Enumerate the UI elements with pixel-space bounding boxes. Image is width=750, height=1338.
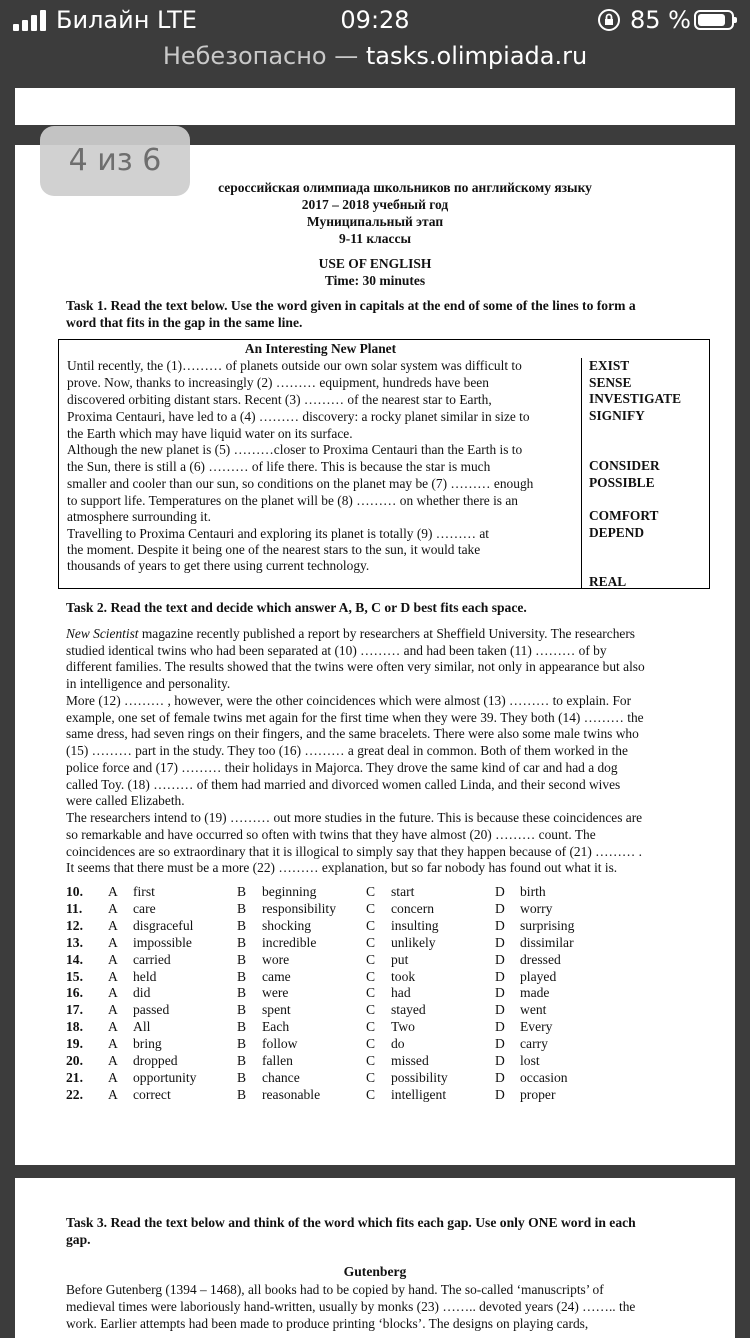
clock: 09:28 bbox=[340, 6, 410, 34]
option-a: carried bbox=[133, 951, 171, 967]
question-number: 20. bbox=[66, 1053, 83, 1068]
battery-percent: 85 % bbox=[630, 6, 691, 34]
option-letter-d: D bbox=[495, 1086, 505, 1102]
option-letter-b: B bbox=[237, 1019, 247, 1035]
question-number: 17. bbox=[66, 1002, 83, 1018]
task3-line: medieval times were laboriously hand-written, usually by monks (23) …….. devoted years (24) …….. the bbox=[66, 1299, 636, 1314]
task3-line: work. Earlier attempts had been made to produce printing ‘blocks’. The designs on playing cards, bbox=[66, 1316, 589, 1331]
security-warning: Небезопасно — bbox=[162, 42, 366, 70]
question-number: 18. bbox=[66, 1019, 83, 1035]
option-b: follow bbox=[262, 1036, 298, 1052]
keyword: REAL bbox=[589, 574, 627, 589]
option-letter-d: D bbox=[495, 951, 505, 967]
battery-icon bbox=[694, 10, 734, 30]
option-letter-b: B bbox=[237, 968, 247, 984]
task2-line: It seems that there must be a more (22) ……… explanation, but so far nobody has found out what it is. bbox=[66, 860, 618, 875]
option-b: chance bbox=[262, 1069, 300, 1085]
option-b: fallen bbox=[262, 1053, 293, 1068]
option-c: possibility bbox=[391, 1069, 448, 1085]
option-b: responsibility bbox=[262, 900, 337, 916]
keyword: DEPEND bbox=[589, 525, 645, 540]
address-bar[interactable] bbox=[0, 40, 750, 80]
task3-text-title: Gutenberg bbox=[343, 1264, 407, 1279]
option-b: Each bbox=[262, 1019, 290, 1035]
option-d: birth bbox=[520, 884, 546, 899]
question-number: 22. bbox=[66, 1086, 83, 1102]
option-b: wore bbox=[262, 951, 290, 967]
option-c: put bbox=[391, 951, 409, 967]
option-d: lost bbox=[520, 1053, 540, 1068]
grades-label: 9-11 классы bbox=[338, 231, 411, 246]
option-letter-d: D bbox=[495, 1069, 505, 1085]
keyword: CONSIDER bbox=[589, 458, 660, 473]
task2-line: New Scientist magazine recently published a report by researchers at Sheffield University. The researchers bbox=[66, 626, 636, 641]
task1-line: the Earth which may have liquid water on its surface. bbox=[67, 426, 353, 441]
task1-line: atmosphere surrounding it. bbox=[67, 509, 211, 524]
time-limit: Time: 30 minutes bbox=[324, 273, 426, 288]
option-a: bring bbox=[133, 1036, 162, 1052]
option-letter-a: A bbox=[108, 1002, 118, 1018]
option-a: All bbox=[133, 1019, 151, 1035]
task2-line: were called Elizabeth. bbox=[66, 793, 185, 808]
option-letter-a: A bbox=[108, 884, 118, 899]
option-a: held bbox=[133, 968, 157, 984]
option-b: were bbox=[262, 985, 289, 1001]
option-letter-c: C bbox=[366, 917, 376, 933]
task1-line: Although the new planet is (5) ………closer to Proxima Centauri than the Earth is to bbox=[67, 442, 523, 457]
option-a: dropped bbox=[133, 1053, 178, 1068]
option-c: do bbox=[391, 1036, 405, 1052]
option-letter-b: B bbox=[237, 917, 247, 933]
option-a: did bbox=[133, 985, 151, 1001]
option-d: carry bbox=[520, 1036, 548, 1052]
task1-line: the Sun, there is still a (6) ……… of life there. This is because the star is much bbox=[67, 459, 491, 474]
option-letter-c: C bbox=[366, 1002, 376, 1018]
option-d: dissimilar bbox=[520, 934, 574, 950]
keyword: INVESTIGATE bbox=[589, 391, 682, 406]
option-letter-a: A bbox=[108, 1086, 118, 1102]
option-d: went bbox=[520, 1002, 547, 1018]
option-c: unlikely bbox=[391, 934, 436, 950]
task1-instruction-line2: word that fits in the gap in the same line. bbox=[66, 315, 303, 330]
option-letter-d: D bbox=[495, 917, 505, 933]
task1-line: Proxima Centauri, have led to a (4) ……… discovery: a rocky planet similar in size to bbox=[67, 409, 530, 424]
option-letter-d: D bbox=[495, 884, 505, 899]
stage-label: Муниципальный этап bbox=[306, 214, 444, 229]
task1-line: to support life. Temperatures on the planet will be (8) ……… on whether there is an bbox=[67, 493, 518, 508]
option-letter-b: B bbox=[237, 1069, 247, 1085]
option-letter-a: A bbox=[108, 985, 118, 1001]
task1-line: discovered orbiting distant stars. Recent (3) ……… of the nearest star to Earth, bbox=[67, 392, 492, 407]
task3-line: Before Gutenberg (1394 – 1468), all books had to be copied by hand. The so-called ‘manuscripts’ of bbox=[66, 1282, 604, 1297]
task1-line: Travelling to Proxima Centauri and exploring its planet is totally (9) ……… at bbox=[67, 526, 489, 541]
question-number: 14. bbox=[66, 951, 83, 967]
option-letter-b: B bbox=[237, 1002, 247, 1018]
task1-line: smaller and cooler than our sun, so conditions on the planet may be (7) ……… enough bbox=[67, 476, 534, 491]
task2-line: in intelligence and personality. bbox=[66, 676, 231, 691]
option-letter-d: D bbox=[495, 1019, 505, 1035]
option-c: had bbox=[391, 985, 411, 1001]
option-a: correct bbox=[133, 1086, 171, 1102]
option-letter-c: C bbox=[366, 968, 376, 984]
task1-text-title: An Interesting New Planet bbox=[244, 341, 397, 356]
task2-line: different families. The results showed that the twins were often very similar, not only in appearance but also bbox=[66, 659, 645, 674]
task3-instruction-line2: gap. bbox=[66, 1232, 91, 1247]
option-b: shocking bbox=[262, 917, 312, 933]
option-letter-c: C bbox=[366, 1053, 376, 1068]
question-number: 11. bbox=[66, 900, 83, 916]
option-letter-b: B bbox=[237, 884, 247, 899]
option-c: missed bbox=[391, 1053, 429, 1068]
option-letter-b: B bbox=[237, 1053, 247, 1068]
question-number: 19. bbox=[66, 1036, 83, 1052]
option-letter-c: C bbox=[366, 900, 376, 916]
option-d: proper bbox=[520, 1086, 556, 1102]
task3-instruction-line1: Task 3. Read the text below and think of the word which fits each gap. Use only ONE word in each bbox=[66, 1215, 636, 1230]
option-c: Two bbox=[391, 1019, 415, 1035]
option-c: intelligent bbox=[391, 1086, 447, 1102]
option-letter-b: B bbox=[237, 1086, 247, 1102]
task1-table bbox=[58, 339, 710, 589]
option-d: worry bbox=[520, 900, 553, 916]
page-indicator: 4 из 6 bbox=[40, 126, 190, 196]
option-c: start bbox=[391, 884, 415, 899]
status-bar bbox=[0, 0, 750, 40]
option-a: first bbox=[133, 884, 155, 899]
option-letter-a: A bbox=[108, 900, 118, 916]
option-letter-c: C bbox=[366, 1069, 376, 1085]
option-a: passed bbox=[133, 1002, 170, 1018]
option-letter-a: A bbox=[108, 917, 118, 933]
task2-line: coincidences are so extraordinary that it is illogical to simply say that they happen because of (21) ……… . bbox=[66, 844, 642, 859]
option-letter-c: C bbox=[366, 985, 376, 1001]
question-number: 16. bbox=[66, 985, 83, 1001]
keyword: EXIST bbox=[589, 358, 630, 373]
task2-line: More (12) ……… , however, were the other coincidences which were almost (13) ……… to explain. For bbox=[66, 693, 632, 708]
option-letter-d: D bbox=[495, 1036, 505, 1052]
option-letter-a: A bbox=[108, 1053, 118, 1068]
document-page-previous bbox=[15, 88, 735, 125]
question-number: 13. bbox=[66, 934, 83, 950]
task2-line: example, one set of female twins met again for the first time when they were 39. They both (14) ……… the bbox=[66, 710, 644, 725]
task2-line: police force and (17) ……… their holidays in Majorca. They drove the same kind of car and had a dog bbox=[66, 760, 618, 775]
option-b: came bbox=[262, 968, 291, 984]
option-d: occasion bbox=[520, 1069, 568, 1085]
option-b: spent bbox=[262, 1002, 291, 1018]
option-d: made bbox=[520, 985, 550, 1001]
task2-line: same dress, had seven rings on their fingers, and the same bracelets. There were also some male twins who bbox=[66, 726, 639, 741]
task2-line: so remarkable and have occurred so often with twins that they have almost (20) ……… count. The bbox=[66, 827, 596, 842]
option-a: impossible bbox=[133, 934, 192, 950]
option-letter-c: C bbox=[366, 1086, 376, 1102]
option-b: beginning bbox=[262, 884, 317, 899]
question-number: 10. bbox=[66, 884, 83, 899]
option-letter-d: D bbox=[495, 985, 505, 1001]
keyword: SENSE bbox=[589, 375, 632, 390]
option-b: incredible bbox=[262, 934, 317, 950]
option-a: opportunity bbox=[133, 1069, 197, 1085]
option-letter-a: A bbox=[108, 1069, 118, 1085]
option-letter-c: C bbox=[366, 951, 376, 967]
url-host: tasks.olimpiada.ru bbox=[365, 42, 588, 70]
school-year: 2017 – 2018 учебный год bbox=[301, 197, 449, 212]
question-number: 15. bbox=[66, 968, 83, 984]
task2-line: studied identical twins who had been separated at (10) ……… and had been taken (11) ……… of by bbox=[66, 643, 607, 658]
option-d: played bbox=[520, 968, 557, 984]
task2-line: (15) ……… part in the study. They too (16) ……… a great deal in common. Both of them worked in the bbox=[66, 743, 628, 758]
task2-line: The researchers intend to (19) ……… out more studies in the future. This is because these coincidences are bbox=[66, 810, 643, 825]
task1-line: Until recently, the (1)……… of planets outside our own solar system was difficult to bbox=[67, 358, 522, 373]
option-letter-c: C bbox=[366, 884, 376, 899]
option-letter-c: C bbox=[366, 934, 376, 950]
option-letter-c: C bbox=[366, 1036, 376, 1052]
task1-line: thousands of years to get there using current technology. bbox=[67, 558, 370, 573]
option-letter-c: C bbox=[366, 1019, 376, 1035]
keyword: SIGNIFY bbox=[589, 408, 645, 423]
option-d: dressed bbox=[520, 951, 561, 967]
option-a: care bbox=[133, 900, 156, 916]
rotation-lock-icon bbox=[597, 8, 621, 32]
option-letter-b: B bbox=[237, 985, 247, 1001]
option-letter-b: B bbox=[237, 1036, 247, 1052]
option-letter-b: B bbox=[237, 900, 247, 916]
option-letter-d: D bbox=[495, 934, 505, 950]
option-letter-a: A bbox=[108, 951, 118, 967]
task1-line: the moment. Despite it being one of the nearest stars to the sun, it would take bbox=[67, 542, 481, 557]
task1-instruction-line1: Task 1. Read the text below. Use the word given in capitals at the end of some of the lines to form a bbox=[66, 298, 636, 313]
keyword: POSSIBLE bbox=[589, 475, 655, 490]
question-number: 12. bbox=[66, 917, 83, 933]
option-d: Every bbox=[520, 1019, 553, 1035]
carrier-label: Билайн LTE bbox=[56, 6, 197, 34]
option-letter-d: D bbox=[495, 900, 505, 916]
olympiad-title: сероссийская олимпиада школьников по английскому языку bbox=[218, 180, 592, 195]
option-letter-d: D bbox=[495, 1053, 505, 1068]
task2-line: called Toy. (18) ……… of them had married and divorced women called Linda, and their second wives bbox=[66, 777, 621, 792]
option-c: took bbox=[391, 968, 416, 984]
task2-instruction: Task 2. Read the text and decide which answer A, B, C or D best fits each space. bbox=[66, 600, 527, 615]
option-letter-a: A bbox=[108, 1036, 118, 1052]
option-d: surprising bbox=[520, 917, 575, 933]
option-letter-b: B bbox=[237, 951, 247, 967]
option-c: insulting bbox=[391, 917, 439, 933]
option-letter-d: D bbox=[495, 1002, 505, 1018]
option-b: reasonable bbox=[262, 1086, 321, 1102]
option-letter-a: A bbox=[108, 968, 118, 984]
option-c: stayed bbox=[391, 1002, 426, 1018]
option-letter-b: B bbox=[237, 934, 247, 950]
keyword: COMFORT bbox=[589, 508, 659, 523]
option-letter-d: D bbox=[495, 968, 505, 984]
option-letter-a: A bbox=[108, 1019, 118, 1035]
task1-line: prove. Now, thanks to increasingly (2) ……… equipment, hundreds have been bbox=[67, 375, 489, 390]
option-a: disgraceful bbox=[133, 917, 194, 933]
option-c: concern bbox=[391, 900, 435, 916]
section-title: USE OF ENGLISH bbox=[318, 256, 432, 271]
question-number: 21. bbox=[66, 1069, 83, 1085]
option-letter-a: A bbox=[108, 934, 118, 950]
